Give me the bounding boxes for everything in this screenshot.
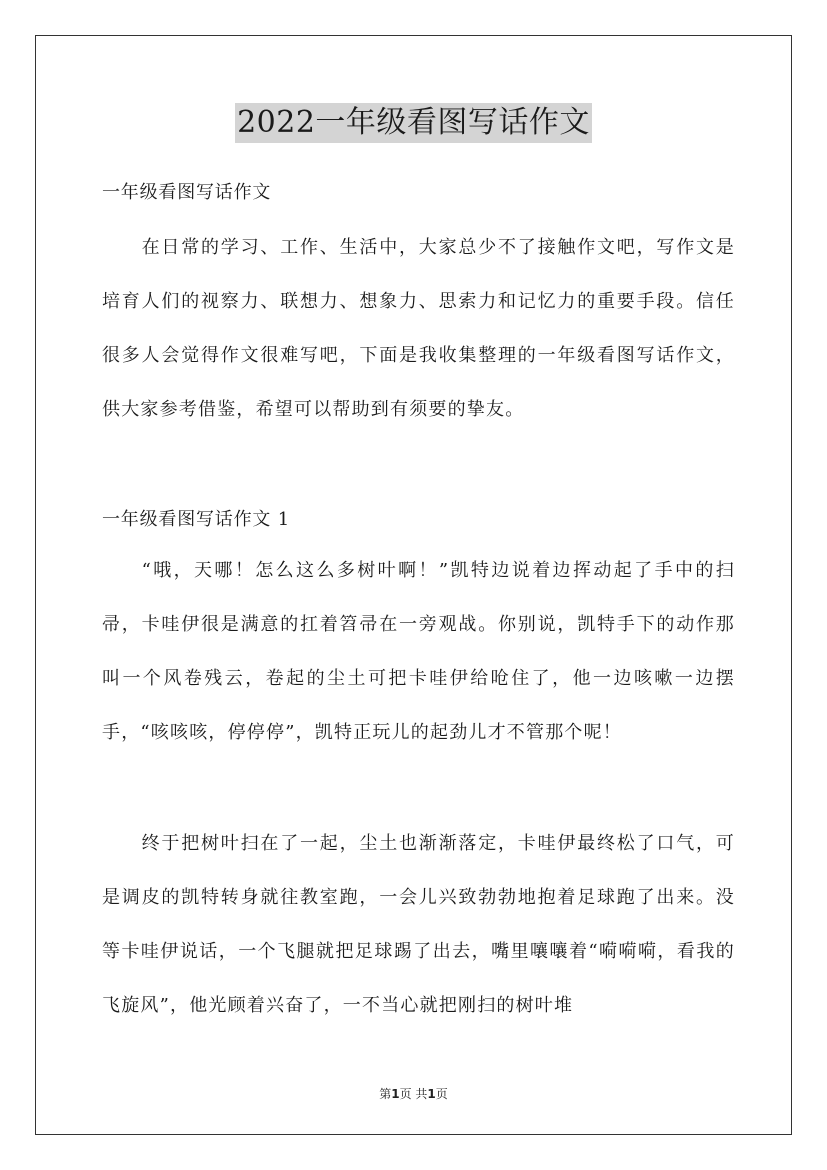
footer-page-total: 1	[427, 1087, 436, 1101]
page-footer	[0, 1085, 827, 1102]
footer-page-suffix: 页	[435, 1087, 448, 1101]
footer-page-current: 1	[391, 1087, 400, 1101]
footer-page-mid: 页 共	[399, 1087, 428, 1101]
story-paragraph-2: 终于把树叶扫在了一起，尘土也渐渐落定，卡哇伊最终松了口气，可是调皮的凯特转身就往教室跑，一会儿兴致勃勃地抱着足球跑了出来。没等卡哇伊说话，一个飞腿就把足球踢了出去，嘴里嚷嚷着“嗬嗬嗬，看我的飞旋风”，他光顾着兴奋了，一不当心就把刚扫的树叶堆	[102, 833, 735, 1016]
intro-heading: 一年级看图写话作文	[102, 182, 272, 203]
story-paragraph-1: “哦，天哪！怎么这么多树叶啊！”凯特边说着边挥动起了手中的扫帚，卡哇伊很是满意的扛着笤帚在一旁观战。你别说，凯特手下的动作那叫一个风卷残云，卷起的尘土可把卡哇伊给呛住了，他一边咳嗽一边摆手，“咳咳咳，停停停”，凯特正玩儿的起劲儿才不管那个呢！	[102, 560, 735, 743]
document-title: 2022一年级看图写话作文	[235, 103, 592, 143]
document-title-wrapper	[0, 103, 827, 143]
footer-page-prefix: 第	[379, 1087, 392, 1101]
section-heading: 一年级看图写话作文 1	[102, 509, 290, 530]
intro-paragraph: 在日常的学习、工作、生活中，大家总少不了接触作文吧，写作文是培育人们的视察力、联想力、想象力、思索力和记忆力的重要手段。信任很多人会觉得作文很难写吧，下面是我收集整理的一年级看图写话作文，供大家参考借鉴，希望可以帮助到有须要的挚友。	[102, 237, 735, 420]
